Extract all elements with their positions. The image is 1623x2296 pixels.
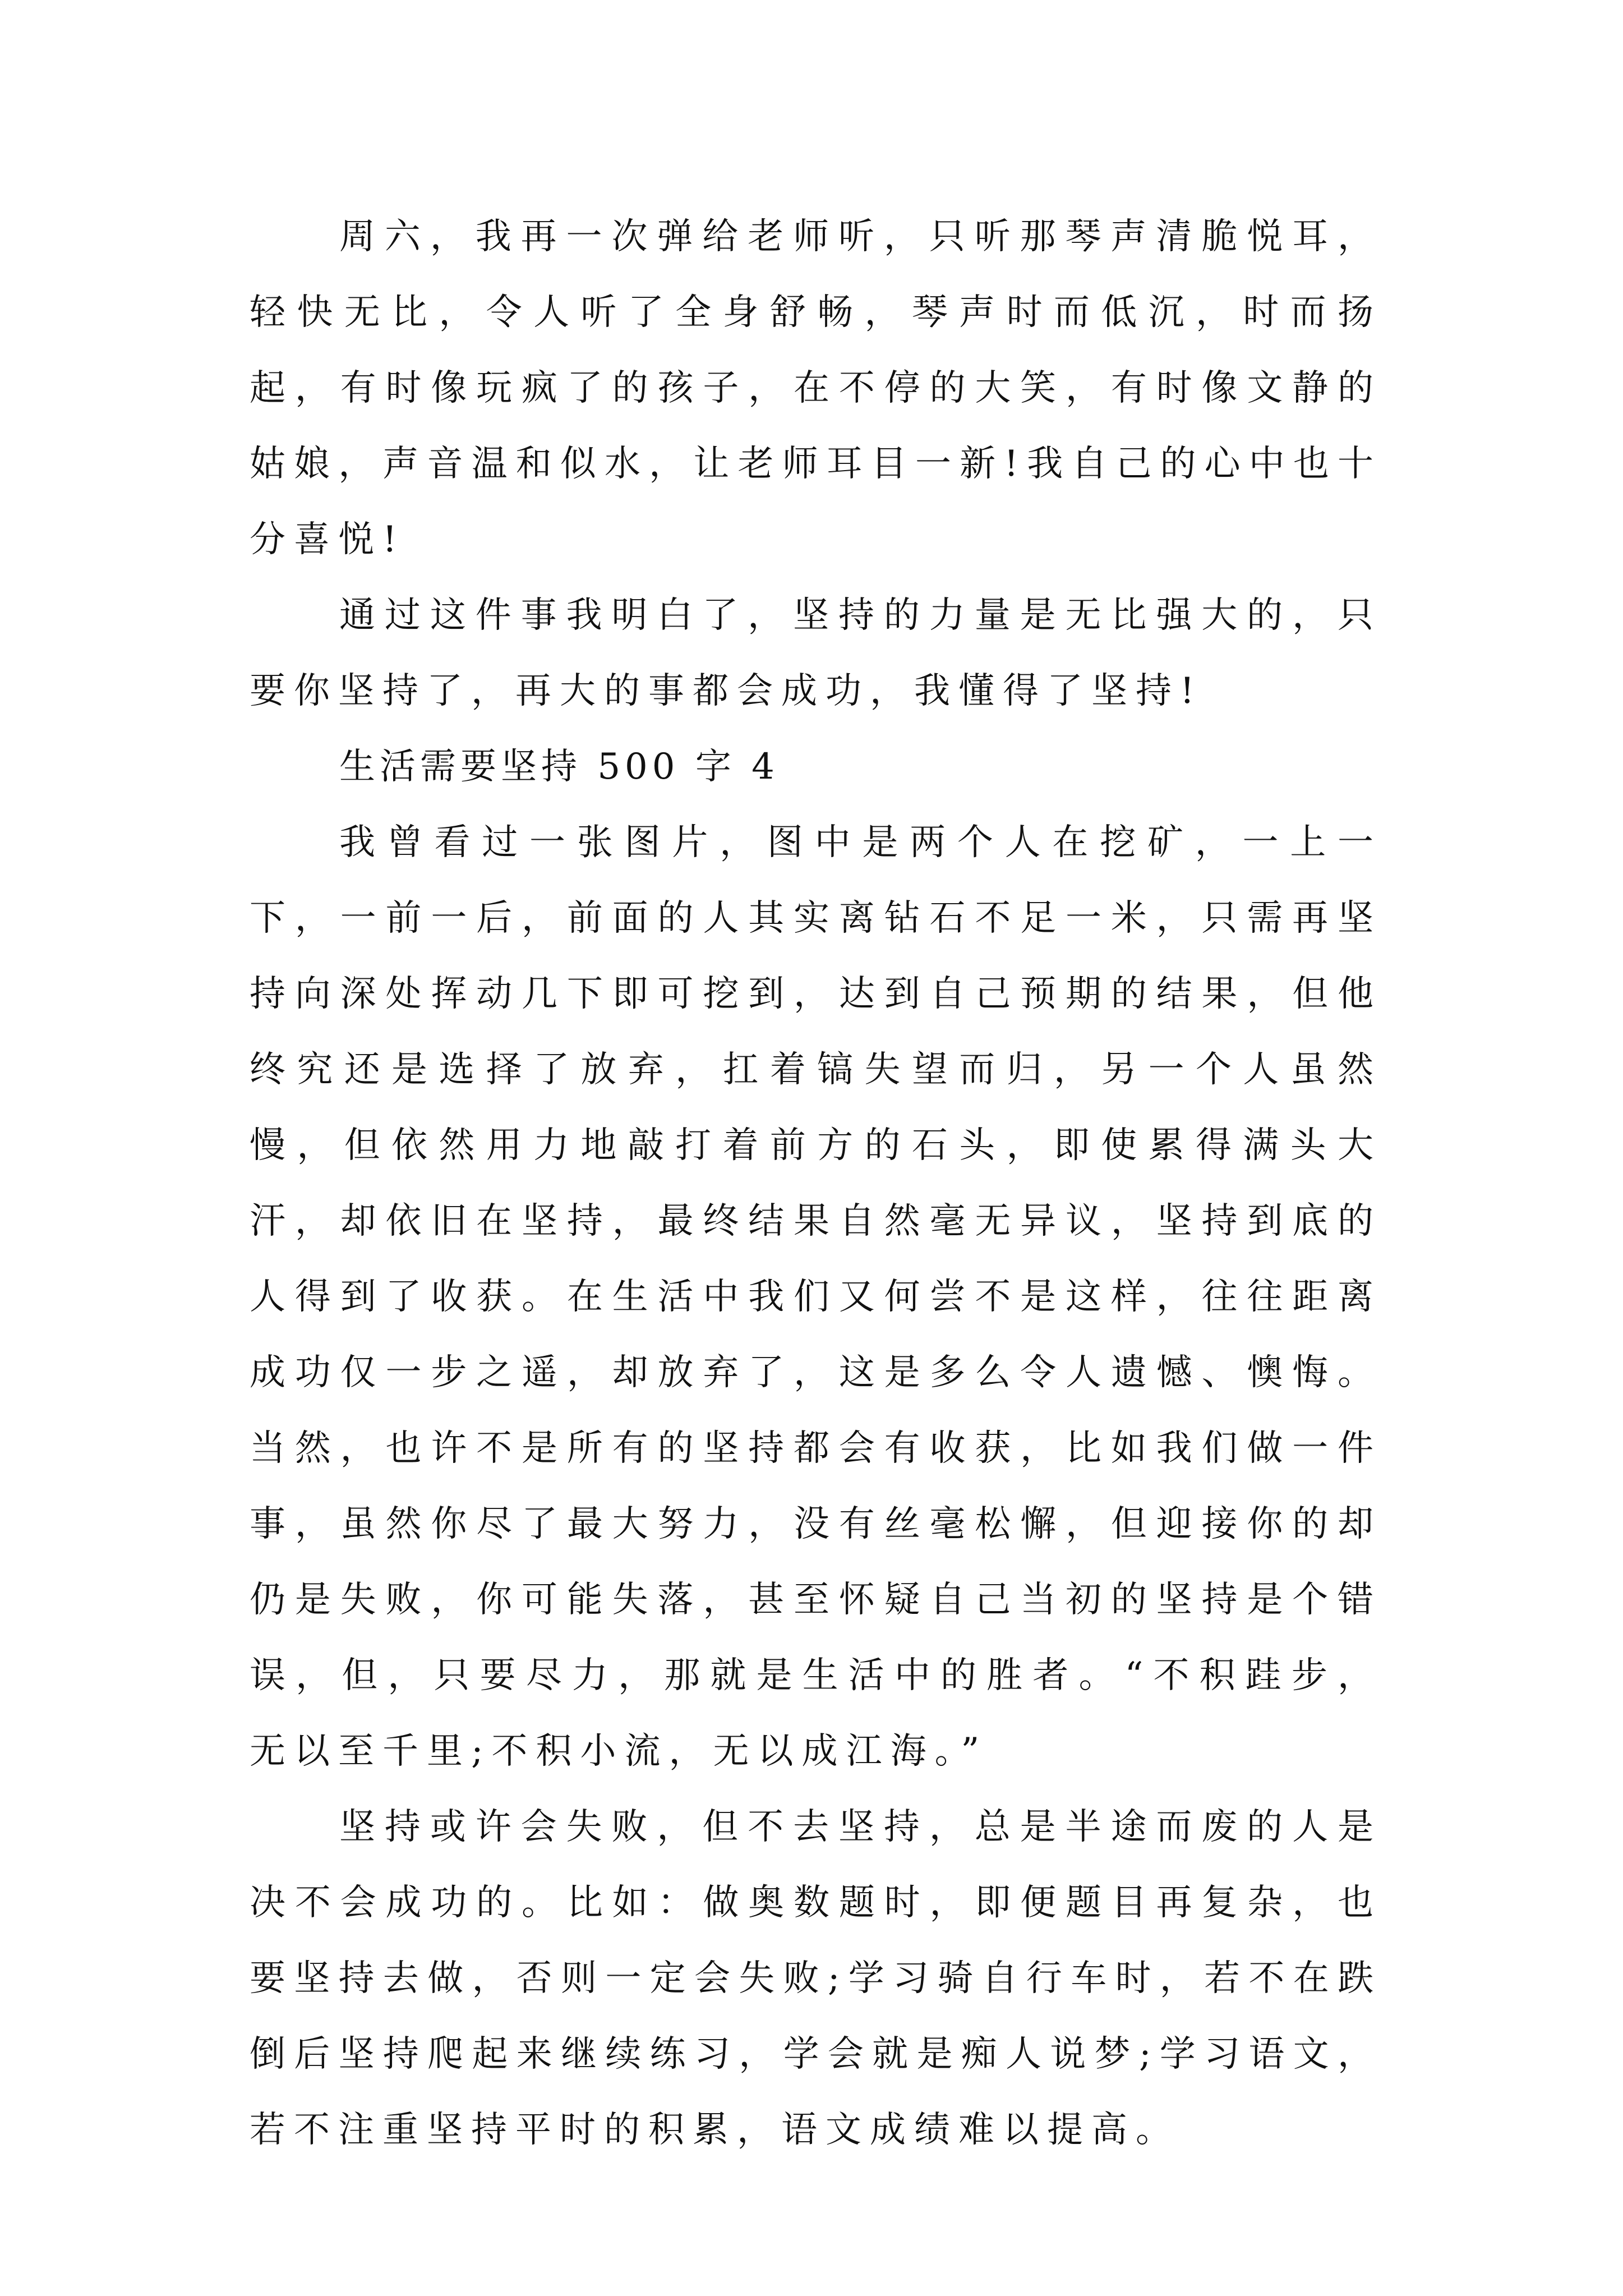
paragraph-mining: 我曾看过一张图片，图中是两个人在挖矿，一上一下，一前一后，前面的人其实离钻石不足一米，只需再坚持向深处挥动几下即可挖到，达到自己预期的结果，但他终究还是选择了放弃，扛着镐失望而归，另一个人虽然慢，但依然用力地敲打着前方的石头，即使累得满头大汗，却依旧在坚持，最终结果自然毫无异议，坚持到底的人得到了收获。在生活中我们又何尝不是这样，往往距离成功仅一步之遥，却放弃了，这是多么令人遗憾、懊悔。当然，也许不是所有的坚持都会有收获，比如我们做一件事，虽然你尽了最大努力，没有丝毫松懈，但迎接你的却仍是失败，你可能失落，甚至怀疑自己当初的坚持是个错误，但，只要尽力，那就是生活中的胜者。“不积跬步，无以至千里;不积小流，无以成江海。”	[250, 822, 1382, 1772]
paragraph-piano: 周六，我再一次弹给老师听，只听那琴声清脆悦耳，轻快无比，令人听了全身舒畅，琴声时而低沉，时而扬起，有时像玩疯了的孩子，在不停的大笑，有时像文静的姑娘，声音温和似水，让老师耳目一新!我自己的心中也十分喜悦!	[250, 216, 1382, 560]
paragraph-lesson: 通过这件事我明白了，坚持的力量是无比强大的，只要你坚持了，再大的事都会成功，我懂得了坚持!	[250, 595, 1382, 712]
paragraph-persistence: 坚持或许会失败，但不去坚持，总是半途而废的人是决不会成功的。比如：做奥数题时，即便题目再复杂，也要坚持去做，否则一定会失败;学习骑自行车时，若不在跌倒后坚持爬起来继续练习，学会就是痴人说梦;学习语文，若不注重坚持平时的积累，语文成绩难以提高。	[250, 1806, 1382, 2151]
section-heading: 生活需要坚持 500 字 4	[339, 746, 779, 788]
